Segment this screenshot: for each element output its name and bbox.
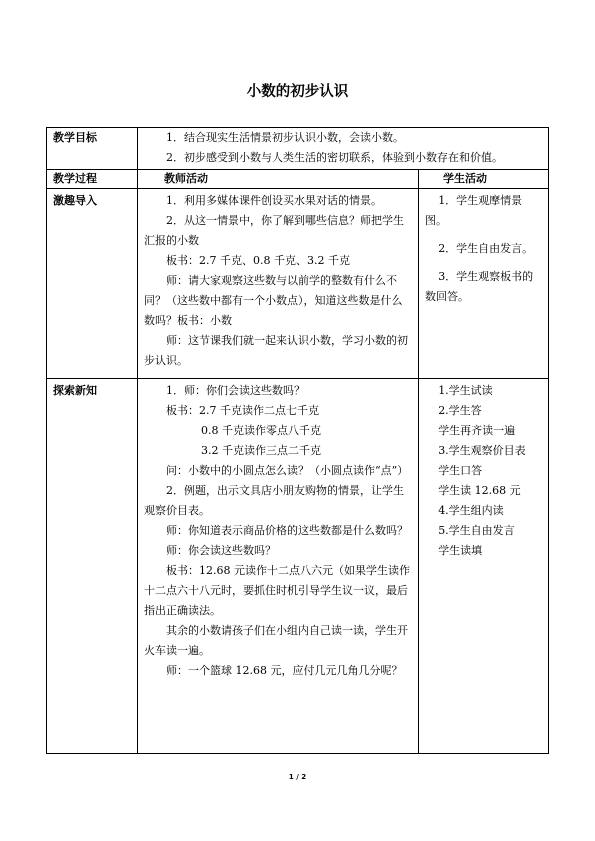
student-activity-header: 学生活动 [419,170,549,189]
teacher-line: 板书：2.7 千克、0.8 千克、3.2 千克 [166,254,350,267]
student-line: 学生再齐读一遍 [438,424,516,437]
page-number: 1 / 2 [288,773,307,781]
teacher-line: 师：请大家观察这些数与以前学的整数有什么不同？（这些数中都有一个小数点），知道这些数是什么数吗？板书：小数 [144,274,403,327]
goal-item: 1．结合现实生活情景初步认识小数，会读小数。 [166,131,404,144]
goals-row [47,128,549,170]
intro-row [47,189,549,379]
goals-content [138,128,549,170]
teacher-line: 2．例题，出示文具店小朋友购物的情景，让学生观察价目表。 [144,484,404,517]
intro-label: 激趣导入 [47,189,138,379]
explore-label: 探索新知 [47,379,138,754]
student-line: 4.学生组内读 [438,504,504,517]
lesson-plan-table [46,127,549,754]
teacher-activity-header: 教师活动 [138,170,419,189]
teacher-line: 师：这节课我们就一起来认识小数，学习小数的初步认识。 [144,334,408,367]
goal-item: 2．初步感受到小数与人类生活的密切联系，体验到小数存在和价值。 [166,151,503,164]
student-line: 5.学生自由发言 [438,524,515,537]
document-title: 小数的初步认识 [246,84,349,100]
student-line: 3．学生观察板书的数回答。 [425,270,534,303]
teacher-line: 其余的小数请孩子们在小组内自己读一读，学生开火车读一遍。 [144,624,408,657]
teacher-line: 师：你知道表示商品价格的这些数都是什么数吗？ [166,524,408,537]
teacher-line: 2．从这一情景中，你了解到哪些信息？师把学生汇报的小数 [144,214,404,247]
teacher-line: 板书：2.7 千克读作二点七千克 [166,404,319,417]
student-line: 2．学生自由发言。 [438,242,534,255]
teacher-line: 3.2 千克读作三点二千克 [201,444,321,457]
student-line: 3.学生观察价目表 [438,444,526,457]
explore-student [419,379,549,754]
student-line: 学生口答 [438,464,483,477]
intro-teacher [138,189,419,379]
student-line: 1.学生试读 [438,384,493,397]
teacher-line: 板书：12.68 元读作十二点八六元（如果学生读作十二点六十八元时，要抓住时机引导学生议一议，最后指出正确读法。 [144,564,410,617]
intro-student [419,189,549,379]
teacher-line: 0.8 千克读作零点八千克 [201,424,321,437]
student-line: 学生读填 [438,544,483,557]
teacher-line: 1．利用多媒体课件创设买水果对话的情景。 [166,194,382,207]
teacher-line: 问：小数中的小圆点怎么读？（小圆点读作“点”） [166,464,409,477]
student-line: 1．学生观摩情景图。 [425,194,523,227]
explore-row [47,379,549,754]
process-label: 教学过程 [47,170,138,189]
teacher-line: 师：你会读这些数吗？ [166,544,276,557]
teacher-line: 师：一个篮球 12.68 元，应付几元几角几分呢？ [166,664,403,677]
student-line: 2.学生答 [438,404,482,417]
explore-teacher [138,379,419,754]
goals-label: 教学目标 [47,128,138,170]
student-line: 学生读 12.68 元 [438,484,521,497]
process-header-row [47,170,549,189]
teacher-line: 1．师：你们会读这些数吗？ [166,384,305,397]
